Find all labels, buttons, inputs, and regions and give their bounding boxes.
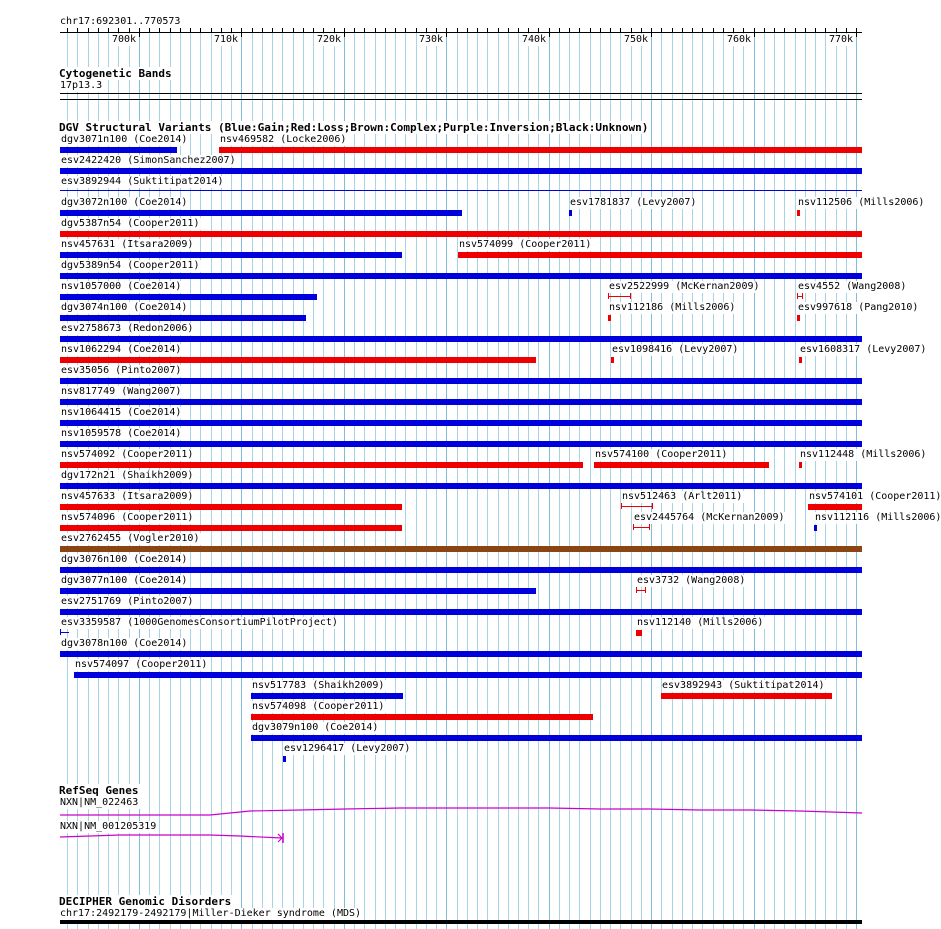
ruler-minor-tick: [549, 28, 550, 37]
grid-line: [764, 30, 765, 929]
grid-line: [457, 30, 458, 929]
grid-line: [375, 30, 376, 929]
dgv-feature-bar[interactable]: [60, 168, 862, 174]
dgv-feature-label[interactable]: nsv574096 (Cooper2011): [61, 512, 194, 523]
dgv-feature-bar[interactable]: [60, 609, 862, 615]
decipher-entry-label[interactable]: chr17:2492179-2492179|Miller-Dieker syndrome (MDS): [60, 908, 364, 920]
ruler-minor-tick: [764, 28, 765, 32]
ruler-minor-tick: [170, 28, 171, 32]
ruler-minor-tick: [846, 28, 847, 32]
dgv-feature-label[interactable]: esv2522999 (McKernan2009): [609, 281, 760, 292]
dgv-track-title[interactable]: DGV Structural Variants (Blue:Gain;Red:Loss;Brown:Complex;Purple:Inversion;Black:Unknown): [59, 121, 651, 134]
grid-line: [692, 30, 693, 929]
grid-line: [364, 30, 365, 929]
dgv-feature-bar[interactable]: [60, 629, 69, 635]
grid-line: [713, 30, 714, 929]
ruler-minor-tick: [528, 28, 529, 32]
ruler-minor-tick: [426, 28, 427, 32]
dgv-feature-label[interactable]: nsv1057000 (Coe2014): [61, 281, 182, 292]
grid-line: [836, 30, 837, 929]
grid-line: [795, 30, 796, 929]
grid-line: [252, 30, 253, 929]
grid-line: [241, 30, 242, 929]
ruler-minor-tick: [508, 28, 509, 32]
dgv-feature-label[interactable]: dgv3072n100 (Coe2014): [61, 197, 188, 208]
ruler-minor-tick: [354, 28, 355, 32]
grid-line: [856, 30, 857, 929]
dgv-feature-label[interactable]: nsv512463 (Arlt2011): [622, 491, 743, 502]
ruler-minor-tick: [211, 28, 212, 32]
dgv-feature-label[interactable]: dgv3076n100 (Coe2014): [61, 554, 188, 565]
dgv-feature-bar[interactable]: [60, 567, 862, 573]
ruler-minor-tick: [98, 28, 99, 32]
ruler-minor-tick: [88, 28, 89, 32]
dgv-feature-bar[interactable]: [797, 210, 800, 216]
gene-label-nm001205319[interactable]: NXN|NM_001205319: [60, 821, 159, 833]
ruler-minor-tick: [702, 28, 703, 32]
ruler-minor-tick: [641, 28, 642, 32]
dgv-feature-bar[interactable]: [60, 357, 536, 363]
grid-line: [672, 30, 673, 929]
dgv-feature-label[interactable]: esv1098416 (Levy2007): [612, 344, 739, 355]
dgv-feature-label[interactable]: nsv112140 (Mills2006): [637, 617, 764, 628]
dgv-feature-label[interactable]: esv1608317 (Levy2007): [800, 344, 927, 355]
dgv-feature-label[interactable]: nsv1059578 (Coe2014): [61, 428, 182, 439]
dgv-feature-label[interactable]: esv2445764 (McKernan2009): [634, 512, 785, 523]
dgv-feature-label[interactable]: nsv457631 (Itsara2009): [61, 239, 194, 250]
dgv-feature-bar[interactable]: [60, 525, 402, 531]
dgv-feature-bar[interactable]: [251, 735, 862, 741]
cytoband-line-bottom: [60, 99, 862, 100]
dgv-feature-bar[interactable]: [60, 651, 862, 657]
ruler-minor-tick: [672, 28, 673, 32]
grid-line: [395, 30, 396, 929]
dgv-feature-label[interactable]: esv3892944 (Suktitipat2014): [61, 176, 224, 187]
ruler-minor-tick: [364, 28, 365, 32]
dgv-feature-bar[interactable]: [251, 714, 593, 720]
ruler-minor-tick: [221, 28, 222, 32]
ruler-tick-label: 700k: [112, 34, 137, 45]
ruler-minor-tick: [600, 28, 601, 32]
dgv-feature-bar[interactable]: [60, 273, 862, 279]
dgv-feature-label[interactable]: esv1296417 (Levy2007): [284, 743, 411, 754]
grid-line: [559, 30, 560, 929]
ruler-minor-tick: [149, 28, 150, 32]
ruler-minor-tick: [446, 28, 447, 37]
ruler-minor-tick: [262, 28, 263, 32]
refseq-track-title[interactable]: RefSeq Genes: [59, 784, 141, 797]
grid-line: [743, 30, 744, 929]
grid-line: [313, 30, 314, 929]
dgv-feature-label[interactable]: dgv172n21 (Shaikh2009): [61, 470, 194, 481]
ruler-minor-tick: [118, 28, 119, 32]
grid-line: [498, 30, 499, 929]
dgv-feature-bar[interactable]: [797, 293, 803, 299]
dgv-feature-bar[interactable]: [799, 462, 802, 468]
dgv-feature-bar[interactable]: [219, 147, 862, 153]
ruler-minor-tick: [457, 28, 458, 32]
dgv-feature-label[interactable]: nsv112448 (Mills2006): [800, 449, 927, 460]
dgv-feature-bar[interactable]: [60, 294, 317, 300]
dgv-feature-label[interactable]: esv4552 (Wang2008): [798, 281, 907, 292]
ruler-minor-tick: [108, 28, 109, 32]
ruler-minor-tick: [231, 28, 232, 32]
grid-line: [733, 30, 734, 929]
grid-line: [631, 30, 632, 929]
dgv-feature-bar[interactable]: [60, 546, 862, 552]
ruler-tick-label: 750k: [624, 34, 649, 45]
ruler-minor-tick: [241, 28, 242, 37]
ruler-minor-tick: [682, 28, 683, 32]
dgv-feature-bar[interactable]: [636, 630, 642, 636]
dgv-feature-label[interactable]: esv35056 (Pinto2007): [61, 365, 182, 376]
ruler-minor-tick: [272, 28, 273, 32]
dgv-feature-bar[interactable]: [60, 588, 536, 594]
dgv-feature-label[interactable]: nsv1062294 (Coe2014): [61, 344, 182, 355]
gene-model-nm022463[interactable]: [60, 808, 862, 815]
grid-line: [282, 30, 283, 929]
ruler-minor-tick: [385, 28, 386, 32]
gene-model-nm001205319[interactable]: [60, 835, 282, 838]
ruler-minor-tick: [405, 28, 406, 32]
ruler-minor-tick: [293, 28, 294, 32]
ruler-minor-tick: [620, 28, 621, 32]
grid-line: [405, 30, 406, 929]
ruler-minor-tick: [129, 28, 130, 32]
dgv-feature-label[interactable]: dgv3074n100 (Coe2014): [61, 302, 188, 313]
ruler-minor-tick: [559, 28, 560, 32]
grid-line: [323, 30, 324, 929]
dgv-feature-bar[interactable]: [621, 503, 653, 509]
dgv-feature-bar[interactable]: [60, 190, 862, 191]
ruler-minor-tick: [303, 28, 304, 32]
grid-line: [815, 30, 816, 929]
dgv-feature-label[interactable]: nsv574098 (Cooper2011): [252, 701, 385, 712]
ruler-minor-tick: [784, 28, 785, 32]
grid-line: [579, 30, 580, 929]
dgv-feature-bar[interactable]: [60, 441, 862, 447]
grid-line: [805, 30, 806, 929]
dgv-feature-bar[interactable]: [60, 420, 862, 426]
dgv-feature-label[interactable]: esv997618 (Pang2010): [798, 302, 919, 313]
grid-line: [620, 30, 621, 929]
locus-label: chr17:692301..770573: [60, 16, 183, 28]
ruler-tick-label: 740k: [522, 34, 547, 45]
ruler-minor-tick: [375, 28, 376, 32]
dgv-feature-label[interactable]: dgv5387n54 (Cooper2011): [61, 218, 200, 229]
dgv-feature-label[interactable]: nsv112506 (Mills2006): [798, 197, 925, 208]
dgv-feature-label[interactable]: nsv817749 (Wang2007): [61, 386, 182, 397]
ruler-minor-tick: [190, 28, 191, 32]
ruler-minor-tick: [180, 28, 181, 32]
grid-line: [477, 30, 478, 929]
dgv-feature-label[interactable]: esv3892943 (Suktitipat2014): [662, 680, 825, 691]
ruler-minor-tick: [323, 28, 324, 32]
grid-line: [334, 30, 335, 929]
dgv-feature-bar[interactable]: [60, 399, 862, 405]
ruler-minor-tick: [825, 28, 826, 32]
dgv-feature-bar[interactable]: [814, 525, 817, 531]
dgv-feature-label[interactable]: nsv469582 (Locke2006): [220, 134, 347, 145]
dgv-feature-bar[interactable]: [60, 210, 462, 216]
ruler-minor-tick: [159, 28, 160, 32]
dgv-feature-bar[interactable]: [60, 378, 862, 384]
ruler-minor-tick: [836, 28, 837, 32]
grid-line: [467, 30, 468, 929]
ruler-minor-tick: [754, 28, 755, 37]
dgv-feature-bar[interactable]: [60, 336, 862, 342]
dgv-feature-bar[interactable]: [251, 693, 403, 699]
dgv-feature-bar[interactable]: [283, 756, 286, 762]
dgv-feature-label[interactable]: esv1781837 (Levy2007): [570, 197, 697, 208]
dgv-feature-bar[interactable]: [60, 483, 862, 489]
cytoband-track-title[interactable]: Cytogenetic Bands: [59, 67, 175, 80]
ruler-minor-tick: [713, 28, 714, 32]
ruler-minor-tick: [774, 28, 775, 32]
ruler-minor-tick: [77, 28, 78, 32]
dgv-feature-label[interactable]: esv2751769 (Pinto2007): [61, 596, 194, 607]
grid-line: [661, 30, 662, 929]
ruler-minor-tick: [200, 28, 201, 32]
decipher-feature-bar[interactable]: [60, 920, 862, 924]
grid-line: [426, 30, 427, 929]
ruler-minor-tick: [733, 28, 734, 32]
ruler-minor-tick: [436, 28, 437, 32]
grid-line: [508, 30, 509, 929]
ruler-minor-tick: [67, 28, 68, 32]
grid-line: [262, 30, 263, 929]
dgv-feature-label[interactable]: nsv1064415 (Coe2014): [61, 407, 182, 418]
dgv-feature-label[interactable]: nsv574092 (Cooper2011): [61, 449, 194, 460]
ruler-minor-tick: [334, 28, 335, 32]
ruler-minor-tick: [467, 28, 468, 32]
ruler-minor-tick: [538, 28, 539, 32]
dgv-feature-bar[interactable]: [60, 315, 306, 321]
grid-line: [272, 30, 273, 929]
dgv-feature-bar[interactable]: [569, 210, 572, 216]
ruler-minor-tick: [416, 28, 417, 32]
grid-line: [846, 30, 847, 929]
dgv-feature-label[interactable]: nsv112116 (Mills2006): [815, 512, 941, 523]
gene-label-nm022463[interactable]: NXN|NM_022463: [60, 797, 141, 809]
dgv-feature-label[interactable]: nsv574097 (Cooper2011): [75, 659, 208, 670]
dgv-feature-label[interactable]: nsv517783 (Shaikh2009): [252, 680, 385, 691]
ruler-minor-tick: [590, 28, 591, 32]
dgv-feature-bar[interactable]: [633, 524, 650, 530]
grid-line: [385, 30, 386, 929]
dgv-feature-bar[interactable]: [60, 147, 177, 153]
grid-line: [416, 30, 417, 929]
grid-line: [538, 30, 539, 929]
dgv-feature-bar[interactable]: [808, 504, 862, 510]
ruler-minor-tick: [498, 28, 499, 32]
dgv-feature-label[interactable]: dgv3078n100 (Coe2014): [61, 638, 188, 649]
ruler-tick-label: 710k: [214, 34, 239, 45]
ruler-axis: [60, 32, 862, 33]
dgv-feature-label[interactable]: esv2758673 (Redon2006): [61, 323, 194, 334]
ruler-minor-tick: [856, 28, 857, 37]
ruler-minor-tick: [631, 28, 632, 32]
grid-line: [600, 30, 601, 929]
grid-line: [354, 30, 355, 929]
dgv-feature-bar[interactable]: [611, 357, 614, 363]
dgv-feature-label[interactable]: esv2422420 (SimonSanchez2007): [61, 155, 236, 166]
cytoband-line-top: [60, 93, 862, 94]
ruler-minor-tick: [313, 28, 314, 32]
ruler-minor-tick: [661, 28, 662, 32]
dgv-feature-bar[interactable]: [60, 504, 402, 510]
ruler-minor-tick: [569, 28, 570, 32]
ruler-minor-tick: [252, 28, 253, 32]
ruler-minor-tick: [651, 28, 652, 37]
ruler-minor-tick: [692, 28, 693, 32]
grid-line: [303, 30, 304, 929]
grid-line: [487, 30, 488, 929]
ruler-minor-tick: [805, 28, 806, 32]
ruler-minor-tick: [723, 28, 724, 32]
grid-line: [569, 30, 570, 929]
dgv-feature-bar[interactable]: [797, 315, 800, 321]
dgv-feature-label[interactable]: nsv112186 (Mills2006): [609, 302, 736, 313]
dgv-feature-bar[interactable]: [60, 252, 402, 258]
cytoband-label: 17p13.3: [60, 80, 105, 92]
dgv-feature-bar[interactable]: [608, 315, 611, 321]
ruler-minor-tick: [139, 28, 140, 37]
grid-line: [436, 30, 437, 929]
dgv-feature-label[interactable]: nsv574099 (Cooper2011): [459, 239, 592, 250]
dgv-feature-label[interactable]: dgv3077n100 (Coe2014): [61, 575, 188, 586]
dgv-feature-bar[interactable]: [608, 293, 631, 299]
decipher-track-title[interactable]: DECIPHER Genomic Disorders: [59, 895, 234, 908]
refseq-gene-models: [0, 800, 890, 850]
grid-line: [446, 30, 447, 929]
grid-line: [825, 30, 826, 929]
ruler-minor-tick: [477, 28, 478, 32]
ruler-minor-tick: [487, 28, 488, 32]
grid-line: [293, 30, 294, 929]
ruler-minor-tick: [344, 28, 345, 37]
dgv-feature-label[interactable]: dgv5389n54 (Cooper2011): [61, 260, 200, 271]
grid-line: [754, 30, 755, 929]
ruler-minor-tick: [743, 28, 744, 32]
ruler-minor-tick: [795, 28, 796, 32]
grid-line: [774, 30, 775, 929]
ruler-minor-tick: [610, 28, 611, 32]
ruler-minor-tick: [579, 28, 580, 32]
dgv-feature-bar[interactable]: [74, 672, 862, 678]
ruler-tick-label: 760k: [727, 34, 752, 45]
grid-line: [784, 30, 785, 929]
dgv-feature-label[interactable]: dgv3079n100 (Coe2014): [252, 722, 379, 733]
ruler-minor-tick: [518, 28, 519, 32]
grid-line: [723, 30, 724, 929]
ruler-minor-tick: [815, 28, 816, 32]
ruler-minor-tick: [395, 28, 396, 32]
dgv-feature-label[interactable]: esv3732 (Wang2008): [637, 575, 746, 586]
grid-line: [610, 30, 611, 929]
grid-line: [518, 30, 519, 929]
ruler-tick-label: 770k: [829, 34, 854, 45]
grid-line: [651, 30, 652, 929]
dgv-feature-bar[interactable]: [458, 252, 862, 258]
grid-line: [702, 30, 703, 929]
ruler-tick-label: 730k: [419, 34, 444, 45]
ruler-minor-tick: [282, 28, 283, 32]
dgv-feature-label[interactable]: esv2762455 (Vogler2010): [61, 533, 200, 544]
dgv-feature-bar[interactable]: [60, 462, 583, 468]
grid-line: [549, 30, 550, 929]
grid-line: [528, 30, 529, 929]
dgv-feature-bar[interactable]: [799, 357, 802, 363]
dgv-feature-label[interactable]: dgv3071n100 (Coe2014): [61, 134, 188, 145]
dgv-feature-label[interactable]: esv3359587 (1000GenomesConsortiumPilotProject): [61, 617, 338, 628]
dgv-feature-bar[interactable]: [60, 231, 862, 237]
dgv-feature-bar[interactable]: [594, 462, 769, 468]
grid-line: [344, 30, 345, 929]
dgv-feature-label[interactable]: nsv457633 (Itsara2009): [61, 491, 194, 502]
dgv-feature-label[interactable]: nsv574101 (Cooper2011): [809, 491, 941, 502]
dgv-feature-bar[interactable]: [661, 693, 832, 699]
grid-line: [641, 30, 642, 929]
grid-line: [682, 30, 683, 929]
grid-line: [590, 30, 591, 929]
ruler-tick-label: 720k: [317, 34, 342, 45]
dgv-feature-bar[interactable]: [636, 587, 646, 593]
dgv-feature-label[interactable]: nsv574100 (Cooper2011): [595, 449, 728, 460]
